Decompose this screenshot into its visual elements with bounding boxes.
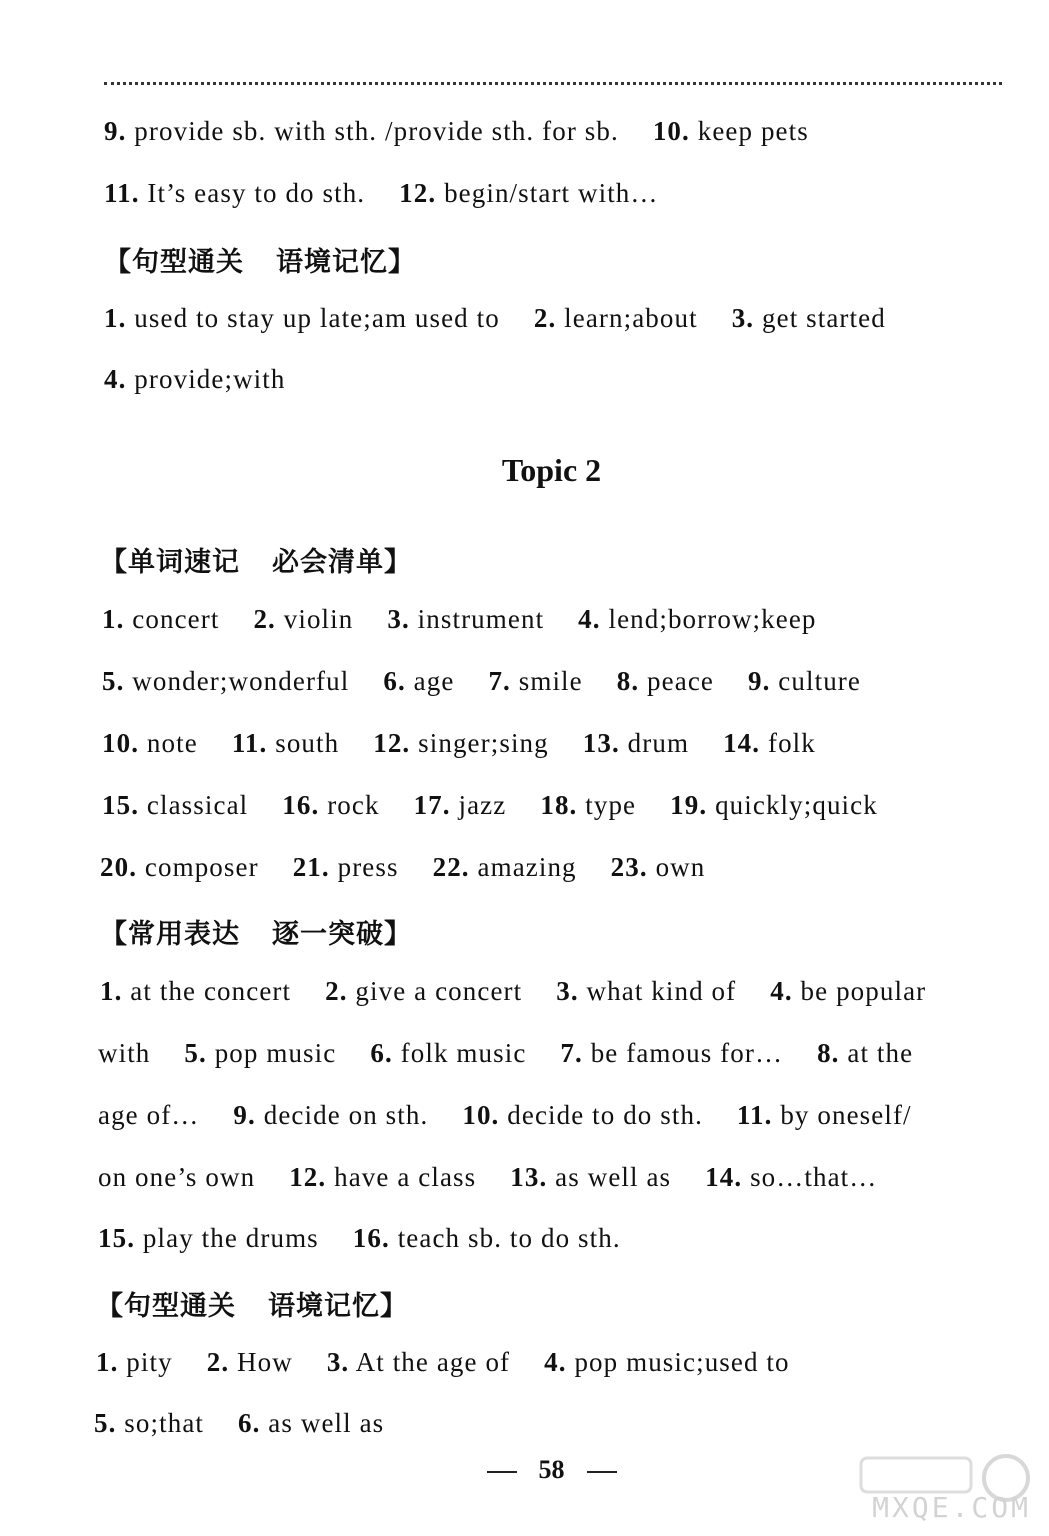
item-text: wonder;wonderful	[124, 666, 350, 696]
item-number: 4.	[770, 976, 793, 1006]
item-text: provide;with	[126, 364, 286, 394]
answer-item	[578, 604, 816, 634]
item-text: as well as	[260, 1408, 385, 1438]
item-text: give a concert	[347, 976, 523, 1006]
answer-item	[611, 852, 706, 882]
answer-item	[98, 1100, 199, 1130]
answer-item	[399, 178, 658, 208]
item-text: press	[329, 852, 399, 882]
item-number: 2.	[533, 303, 557, 333]
answer-item	[414, 790, 507, 820]
item-text: keep pets	[689, 116, 809, 146]
item-number: 15.	[102, 790, 140, 820]
answer-item	[383, 666, 454, 696]
item-text: lend;borrow;keep	[600, 604, 817, 634]
item-text: jazz	[450, 790, 507, 820]
item-text: age of…	[98, 1100, 200, 1130]
item-text: singer;sing	[410, 728, 549, 758]
item-number: 11.	[231, 728, 268, 758]
answer-line	[96, 1347, 790, 1378]
item-number: 1.	[102, 604, 125, 634]
item-text: on one’s own	[98, 1162, 256, 1192]
answer-line	[104, 303, 886, 334]
heading-left: 【句型通关	[104, 247, 244, 278]
item-text: It’s easy to do sth.	[139, 178, 366, 208]
answer-item	[670, 790, 878, 820]
item-number: 12.	[373, 728, 411, 758]
watermark-logo	[841, 1448, 1041, 1528]
answer-line	[104, 178, 659, 209]
answer-item	[253, 604, 353, 634]
answer-item	[102, 728, 198, 758]
item-number: 16.	[352, 1223, 390, 1253]
answer-item	[233, 1100, 428, 1130]
item-text: provide sb. with sth. /provide sth. for sb.	[126, 116, 619, 146]
item-text: pop music;used to	[566, 1347, 790, 1377]
answer-item	[289, 1162, 476, 1192]
answer-item	[104, 178, 365, 208]
answer-item	[488, 666, 582, 696]
answer-item	[462, 1100, 703, 1130]
answer-item	[104, 364, 285, 394]
watermark-text: MXQE.COM	[872, 1491, 1031, 1524]
section-heading	[100, 912, 412, 951]
item-number: 1.	[100, 976, 123, 1006]
answer-item	[540, 790, 636, 820]
answer-item	[104, 116, 619, 146]
footer-dash	[587, 1471, 617, 1473]
answer-line	[98, 1162, 877, 1193]
item-number: 6.	[383, 666, 406, 696]
item-number: 3.	[731, 303, 755, 333]
item-text: so;that	[116, 1408, 204, 1438]
item-number: 8.	[817, 1038, 840, 1068]
item-number: 6.	[370, 1038, 393, 1068]
heading-left: 【句型通关	[96, 1291, 236, 1322]
item-text: pop music	[206, 1038, 337, 1068]
answer-line	[104, 116, 809, 147]
answer-item	[102, 790, 248, 820]
item-text: learn;about	[556, 303, 698, 333]
item-text: get started	[754, 303, 886, 333]
answer-item	[705, 1162, 877, 1192]
item-text: pity	[118, 1347, 173, 1377]
answer-item	[770, 976, 926, 1006]
heading-left: 【常用表达	[100, 919, 240, 950]
item-text: age	[405, 666, 455, 696]
answer-item	[370, 1038, 526, 1068]
answer-line	[98, 1038, 913, 1069]
item-number: 9.	[104, 116, 127, 146]
item-text: amazing	[469, 852, 577, 882]
item-number: 21.	[292, 852, 330, 882]
item-number: 12.	[289, 1162, 327, 1192]
answer-item	[100, 852, 259, 882]
answer-item	[617, 666, 714, 696]
item-number: 2.	[253, 604, 276, 634]
answer-item	[98, 1038, 150, 1068]
answer-item	[94, 1408, 204, 1438]
item-number: 2.	[325, 976, 348, 1006]
answer-item	[325, 976, 522, 1006]
item-text: drum	[619, 728, 690, 758]
answer-item	[583, 728, 689, 758]
item-number: 22.	[432, 852, 470, 882]
item-number: 19.	[670, 790, 708, 820]
answer-line	[102, 728, 816, 759]
answer-item	[387, 604, 544, 634]
item-number: 3.	[387, 604, 410, 634]
item-text: have a class	[326, 1162, 477, 1192]
item-text: type	[577, 790, 637, 820]
item-text: composer	[137, 852, 259, 882]
answer-item	[293, 852, 399, 882]
item-number: 16.	[282, 790, 320, 820]
heading-left: 【单词速记	[100, 547, 240, 578]
section-heading	[96, 1284, 408, 1323]
section-heading	[100, 540, 412, 579]
item-text: At the age of	[349, 1347, 511, 1377]
item-number: 11.	[736, 1100, 773, 1130]
answer-line	[102, 790, 878, 821]
item-text: with	[98, 1038, 151, 1068]
item-text: teach sb. to do sth.	[389, 1223, 621, 1253]
item-text: used to stay up late;am used to	[126, 303, 500, 333]
item-text: at the	[839, 1038, 914, 1068]
answer-item	[98, 1162, 255, 1192]
heading-right: 语境记忆】	[276, 247, 416, 278]
item-text: what kind of	[578, 976, 737, 1006]
answer-item	[373, 728, 549, 758]
item-text: classical	[139, 790, 249, 820]
item-number: 23.	[610, 852, 648, 882]
item-text: be famous for…	[582, 1038, 784, 1068]
answer-line	[98, 1100, 912, 1131]
item-text: folk music	[392, 1038, 527, 1068]
item-number: 5.	[102, 666, 125, 696]
item-number: 5.	[94, 1408, 117, 1438]
answer-line	[100, 852, 705, 883]
answer-item	[560, 1038, 783, 1068]
heading-right: 逐一突破】	[272, 919, 412, 950]
answer-item	[433, 852, 577, 882]
answer-item	[282, 790, 379, 820]
item-text: so…that…	[742, 1162, 878, 1192]
top-dotted-rule	[104, 82, 1002, 85]
item-number: 17.	[413, 790, 451, 820]
item-number: 13.	[510, 1162, 548, 1192]
answer-item	[207, 1347, 293, 1377]
item-text: peace	[639, 666, 714, 696]
item-number: 9.	[748, 666, 771, 696]
item-number: 2.	[206, 1347, 230, 1377]
item-text: south	[267, 728, 340, 758]
answer-item	[737, 1100, 912, 1130]
item-text: folk	[760, 728, 816, 758]
item-number: 18.	[540, 790, 578, 820]
item-number: 10.	[462, 1100, 500, 1130]
item-text: instrument	[409, 604, 545, 634]
item-text: culture	[770, 666, 861, 696]
item-text: decide on sth.	[255, 1100, 429, 1130]
item-number: 1.	[104, 303, 127, 333]
item-number: 8.	[616, 666, 640, 696]
answer-item	[534, 303, 698, 333]
heading-right: 语境记忆】	[268, 1291, 408, 1322]
item-text: begin/start with…	[436, 178, 659, 208]
item-number: 12.	[399, 178, 437, 208]
answer-item	[100, 976, 291, 1006]
answer-item	[510, 1162, 671, 1192]
item-number: 3.	[326, 1347, 350, 1377]
answer-line	[102, 604, 817, 635]
item-text: play the drums	[135, 1223, 319, 1253]
item-text: rock	[319, 790, 380, 820]
answer-line	[104, 364, 285, 395]
answer-item	[544, 1347, 790, 1377]
answer-line	[102, 666, 861, 697]
item-number: 4.	[578, 604, 601, 634]
answer-item	[732, 303, 886, 333]
item-number: 7.	[560, 1038, 583, 1068]
item-number: 6.	[238, 1408, 261, 1438]
item-text: How	[229, 1347, 293, 1377]
answer-item	[232, 728, 339, 758]
item-number: 11.	[104, 178, 140, 208]
section-heading	[104, 240, 416, 279]
item-number: 14.	[723, 728, 761, 758]
answer-item	[238, 1408, 384, 1438]
item-text: smile	[510, 666, 583, 696]
item-text: as well as	[547, 1162, 672, 1192]
item-number: 7.	[488, 666, 511, 696]
item-number: 20.	[100, 852, 138, 882]
answer-line	[98, 1223, 621, 1254]
answer-item	[327, 1347, 510, 1377]
item-text: concert	[124, 604, 220, 634]
item-text: at the concert	[122, 976, 292, 1006]
item-text: quickly;quick	[707, 790, 878, 820]
answer-item	[98, 1223, 319, 1253]
item-text: violin	[275, 604, 354, 634]
item-number: 5.	[184, 1038, 207, 1068]
item-text: decide to do sth.	[499, 1100, 703, 1130]
item-number: 9.	[233, 1100, 256, 1130]
answer-line	[94, 1408, 384, 1439]
item-number: 3.	[556, 976, 579, 1006]
item-text: own	[647, 852, 706, 882]
item-text: be popular	[792, 976, 927, 1006]
answer-item	[556, 976, 736, 1006]
footer-dash	[487, 1471, 517, 1473]
answer-item	[748, 666, 861, 696]
item-number: 10.	[652, 116, 690, 146]
item-text: note	[139, 728, 198, 758]
item-number: 15.	[98, 1223, 136, 1253]
page-number: 58	[538, 1455, 565, 1484]
answer-item	[353, 1223, 621, 1253]
answer-item	[817, 1038, 913, 1068]
answer-item	[96, 1347, 173, 1377]
topic-title: Topic 2	[501, 452, 602, 488]
answer-item	[723, 728, 816, 758]
answer-item	[104, 303, 500, 333]
answer-item	[102, 604, 219, 634]
item-text: by oneself/	[772, 1100, 912, 1130]
item-number: 14.	[705, 1162, 743, 1192]
item-number: 1.	[96, 1347, 119, 1377]
answer-item	[102, 666, 349, 696]
item-number: 4.	[104, 364, 127, 394]
heading-right: 必会清单】	[272, 547, 412, 578]
answer-line	[100, 976, 926, 1007]
answer-item	[653, 116, 809, 146]
item-number: 10.	[102, 728, 140, 758]
answer-item	[184, 1038, 336, 1068]
item-number: 4.	[544, 1347, 567, 1377]
item-number: 13.	[582, 728, 620, 758]
